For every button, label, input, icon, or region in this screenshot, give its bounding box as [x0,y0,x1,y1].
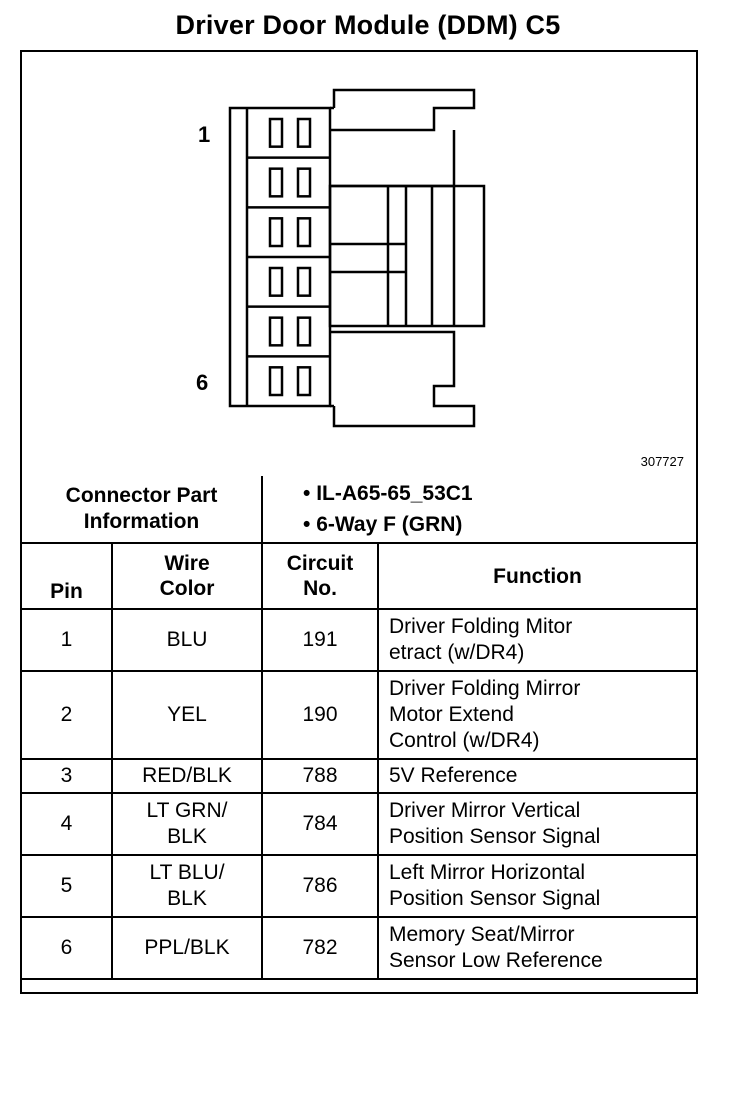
pin-6-label: 6 [196,370,209,395]
table-row [22,759,696,793]
header-wire-color [112,543,262,609]
cavity-terminal [270,268,282,296]
cell-circuit: 191 [262,609,378,671]
cavity-terminal [270,318,282,346]
cavity-terminal [270,169,282,197]
cavity-terminal [270,218,282,246]
cell-function: 5V Reference [378,759,696,793]
header-circuit [262,543,378,609]
cell-circuit: 788 [262,759,378,793]
cell-circuit: 190 [262,671,378,759]
connector-info-values [262,476,696,543]
header-circuit-line2: No. [303,577,337,600]
cavity-terminal [298,169,310,197]
table-row [22,671,696,759]
cell-function: Memory Seat/Mirror Sensor Low Reference [378,917,696,979]
cell-circuit: 786 [262,855,378,917]
cell-pin: 4 [22,793,112,855]
cell-circuit: 784 [262,793,378,855]
cavity-terminal [298,318,310,346]
header-row [22,543,696,609]
cavity-terminal [298,119,310,147]
cell-function: Driver Mirror Vertical Position Sensor Signal [378,793,696,855]
connector-info-label-line1: Connector Part [65,484,218,507]
connector-frame [20,50,698,994]
cavity-terminal [270,367,282,395]
cell-pin: 3 [22,759,112,793]
cell-wire-color: LT BLU/ BLK [112,855,262,917]
table-row [22,917,696,979]
header-function: Function [378,543,696,609]
cell-wire-color: YEL [112,671,262,759]
page-title: Driver Door Module (DDM) C5 [175,10,561,40]
connector-diagram [22,52,696,476]
cell-pin: 1 [22,609,112,671]
connector-info-label [22,476,262,543]
cell-wire-color: LT GRN/ BLK [112,793,262,855]
connector-info-row [22,476,696,543]
part-number: 307727 [640,454,684,469]
header-wire-line2: Color [159,577,215,600]
header-wire-line1: Wire [164,552,210,575]
cell-wire-color: BLU [112,609,262,671]
table-row [22,609,696,671]
cell-pin: 5 [22,855,112,917]
cell-function: Driver Folding Mitor etract (w/DR4) [378,609,696,671]
pinout-table [22,476,696,980]
connector-diagram-icon [22,52,696,476]
cavity-terminal [298,218,310,246]
cell-circuit: 782 [262,917,378,979]
cell-pin: 2 [22,671,112,759]
cell-function: Driver Folding Mirror Motor Extend Control (w/DR4) [378,671,696,759]
pin-1-label: 1 [198,122,211,147]
connector-type: • 6-Way F (GRN) [303,509,696,540]
cell-wire-color: PPL/BLK [112,917,262,979]
connector-part-number: • IL-A65-65_53C1 [303,478,696,509]
cell-wire-color: RED/BLK [112,759,262,793]
cell-pin: 6 [22,917,112,979]
connector-info-label-line2: Information [83,510,200,533]
cavity-terminal [298,367,310,395]
cavity-terminal [270,119,282,147]
cell-function: Left Mirror Horizontal Position Sensor Signal [378,855,696,917]
header-circuit-line1: Circuit [286,552,354,575]
table-row [22,855,696,917]
table-row [22,793,696,855]
header-pin: Pin [22,543,112,609]
cavity-terminal [298,268,310,296]
